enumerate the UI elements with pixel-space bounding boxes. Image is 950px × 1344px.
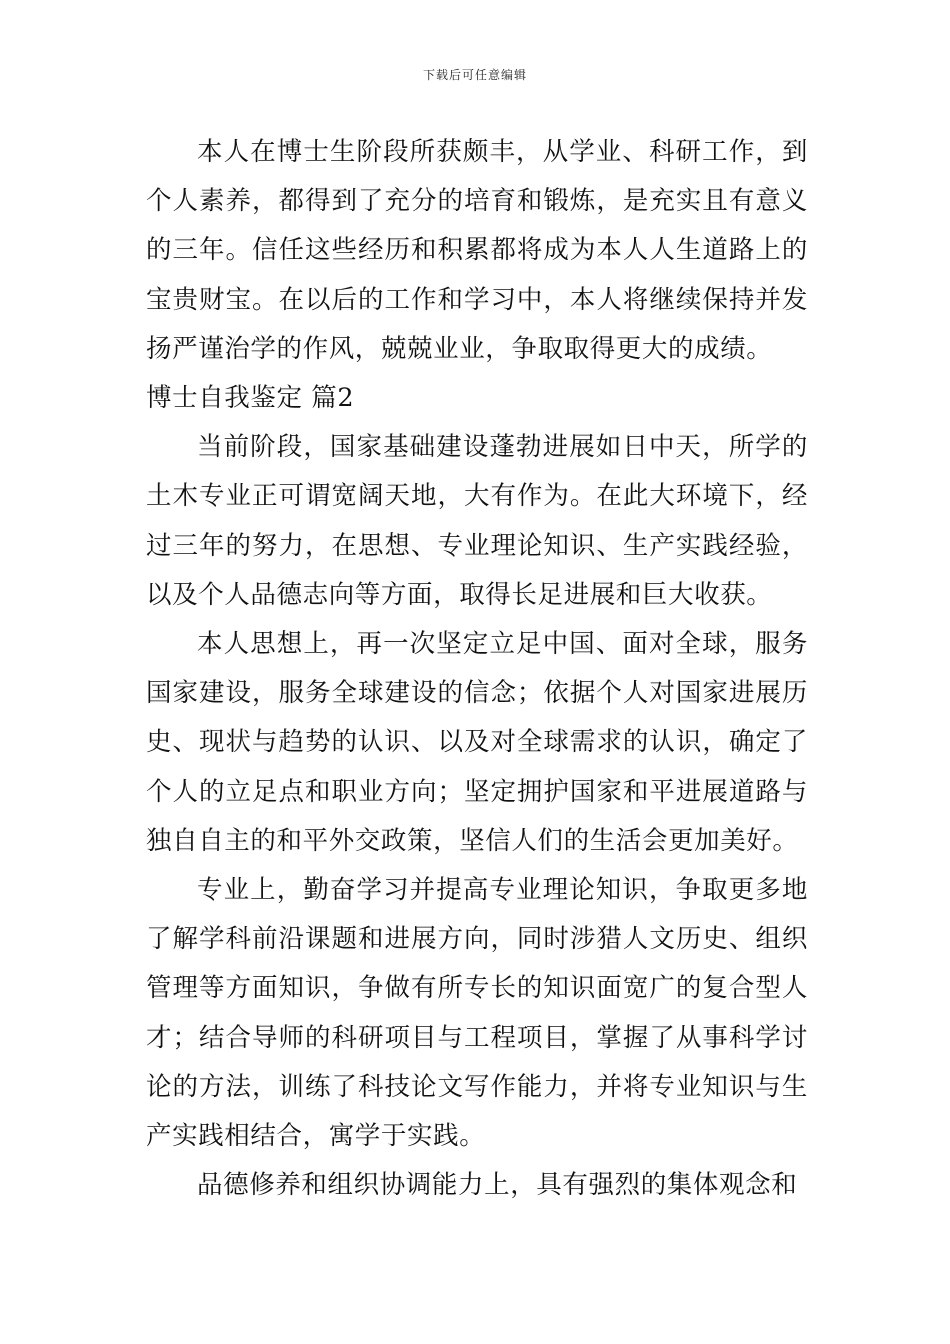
document-body bbox=[146, 128, 808, 1210]
paragraph-3: 本人思想上，再一次坚定立足中国、面对全球，服务国家建设，服务全球建设的信念；依据个人对国家进展历史、现状与趋势的认识、以及对全球需求的认识，确定了个人的立足点和职业方向；坚定拥护国家和平进展道路与独自自主的和平外交政策，坚信人们的生活会更加美好。 bbox=[146, 629, 808, 856]
paragraph-1: 本人在博士生阶段所获颇丰，从学业、科研工作，到个人素养，都得到了充分的培育和锻炼，是充实且有意义的三年。信任这些经历和积累都将成为本人人生道路上的宝贵财宝。在以后的工作和学习中，本人将继续保持并发扬严谨治学的作风，兢兢业业，争取取得更大的成绩。 bbox=[146, 137, 808, 364]
section-heading: 博士自我鉴定 篇2 bbox=[146, 383, 355, 414]
paragraph-2: 当前阶段，国家基础建设蓬勃进展如日中天，所学的土木专业正可谓宽阔天地，大有作为。在此大环境下，经过三年的努力，在思想、专业理论知识、生产实践经验，以及个人品德志向等方面，取得长足进展和巨大收获。 bbox=[146, 432, 808, 610]
paragraph-4: 专业上，勤奋学习并提高专业理论知识，争取更多地了解学科前沿课题和进展方向，同时涉猎人文历史、组织管理等方面知识，争做有所专长的知识面宽广的复合型人才；结合导师的科研项目与工程项目，掌握了从事科学讨论的方法，训练了科技论文写作能力，并将专业知识与生产实践相结合，寓学于实践。 bbox=[146, 875, 808, 1152]
header-note: 下载后可任意编辑 bbox=[422, 68, 527, 82]
paragraph-5: 品德修养和组织协调能力上，具有强烈的集体观念和 bbox=[197, 1170, 798, 1201]
